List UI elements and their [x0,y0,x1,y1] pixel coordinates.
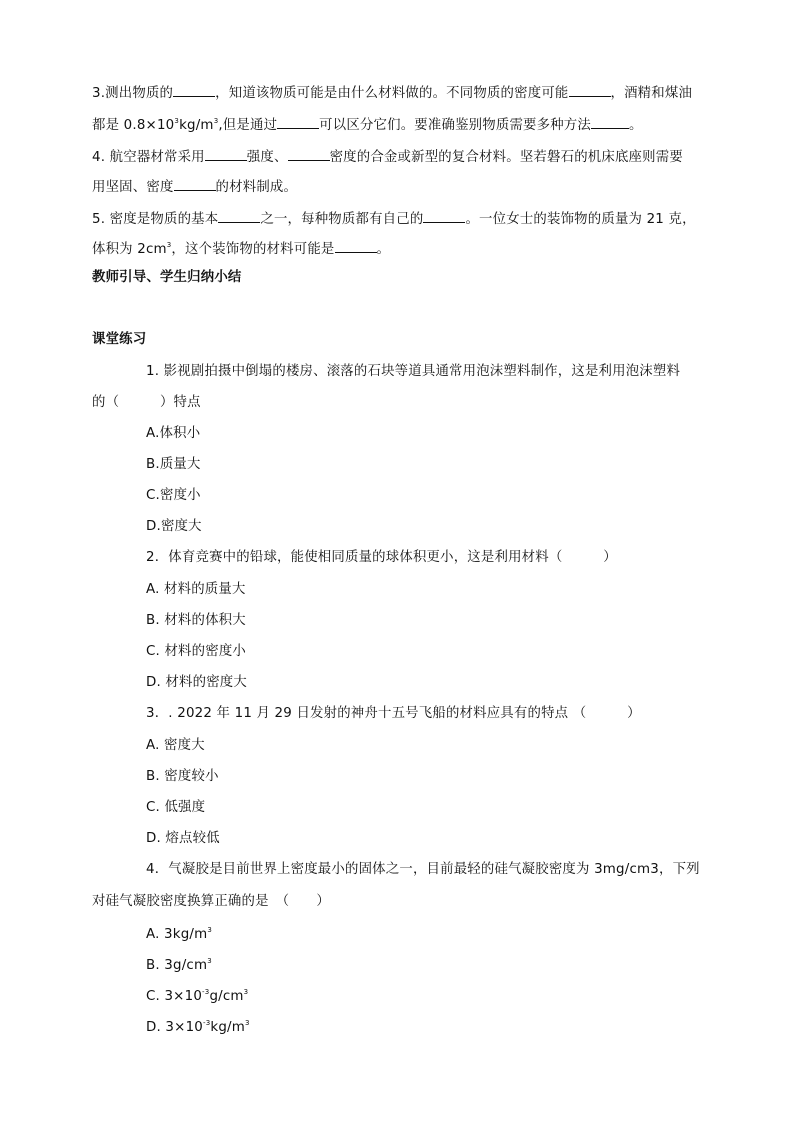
p4-stem-line-1: 4．气凝胶是目前世界上密度最小的固体之一，目前最轻的硅气凝胶密度为 3mg/cm3，下列 [146,862,700,877]
q3-blank-3[interactable] [277,114,319,129]
q3-blank-2[interactable] [569,82,611,97]
q3-sup-exponent: 3 [174,117,180,125]
p4-option-d[interactable] [146,1018,250,1038]
p4-option-a-sup: 3 [207,926,213,934]
q3-text-e: ,但是通过 [218,118,278,133]
p3-option-a[interactable]: A. 密度大 [146,738,205,753]
p4-option-d-sup-exp: -3 [203,1019,211,1027]
q5-sup-unit: 3 [166,241,172,249]
q4-text-a: 4. 航空器材常采用 [92,150,205,165]
summary-heading: 教师引导、学生归纳小结 [92,270,242,285]
p4-option-a-text: A. 3kg/m [146,927,208,942]
q5-text-b: 之一，每种物质都有自己的 [260,212,424,227]
p2-option-c[interactable]: C. 材料的密度小 [146,644,247,659]
q4-blank-3[interactable] [174,176,216,191]
p3-option-b[interactable]: B. 密度较小 [146,769,219,784]
p3-stem: 3．. 2022 年 11 月 29 日发射的神舟十五号飞船的材料应具有的特点 （ ） [146,706,641,721]
p4-stem-line-2: 对硅气凝胶密度换算正确的是 （ ） [92,894,330,909]
p4-option-c[interactable] [146,987,248,1007]
q5-text-d: 体积为 2cm [92,242,167,257]
p4-option-d-text-b: kg/m [210,1020,246,1035]
practice-heading: 课堂练习 [92,332,147,347]
q4-text-c: 密度的合金或新型的复合材料。坚若磐石的机床底座则需要 [329,150,683,165]
q4-line-1 [92,146,683,168]
p1-option-a[interactable]: A.体积小 [146,426,201,441]
q5-text-f: 。 [376,242,391,257]
p1-option-b[interactable]: B.质量大 [146,457,201,472]
p4-option-b-sup: 3 [207,957,212,965]
p2-option-b[interactable]: B. 材料的体积大 [146,613,246,628]
q3-blank-1[interactable] [173,82,215,97]
q4-text-e: 的材料制成。 [215,180,298,195]
p4-option-d-text-a: D. 3×10 [146,1020,204,1035]
q3-line-2 [92,114,643,136]
p2-option-d[interactable]: D. 材料的密度大 [146,675,247,690]
q3-text-b: ，知道该物质可能是由什么材料做的。不同物质的密度可能 [215,86,569,101]
q4-text-d: 用坚固、密度 [92,180,174,195]
p1-option-d[interactable]: D.密度大 [146,519,202,534]
q3-text-unit: kg/m [179,118,214,133]
q3-text-c: ，酒精和煤油 [610,86,693,101]
q4-blank-2[interactable] [288,146,330,161]
q5-text-e: ，这个装饰物的材料可能是 [171,242,335,257]
q5-text-c: 。一位女士的装饰物的质量为 21 克， [465,212,696,227]
p3-option-d[interactable]: D. 熔点较低 [146,831,220,846]
p4-option-d-sup-unit: 3 [245,1019,250,1027]
q3-sup-unit: 3 [213,117,219,125]
q3-blank-4[interactable] [591,114,629,129]
q3-text-f: 可以区分它们。要准确鉴别物质需要多种方法 [319,118,591,133]
p1-stem-line-2: 的（ ）特点 [92,395,201,410]
p4-option-c-text-a: C. 3×10 [146,989,203,1004]
q5-blank-1[interactable] [218,208,260,223]
p1-stem-line-1: 1. 影视剧拍摄中倒塌的楼房、滚落的石块等道具通常用泡沫塑料制作，这是利用泡沫塑料 [146,364,681,379]
q4-text-b: 强度、 [246,150,288,165]
q3-text-d: 都是 0.8×10 [92,118,175,133]
q4-line-2 [92,176,297,198]
p4-option-c-sup-exp: -3 [202,988,210,996]
p4-option-c-text-b: g/cm [209,989,244,1004]
q5-text-a: 5. 密度是物质的基本 [92,212,219,227]
p3-option-c[interactable]: C. 低强度 [146,800,206,815]
q5-blank-3[interactable] [335,238,377,253]
p4-option-b-text: B. 3g/cm [146,958,208,973]
q3-text-g: 。 [628,118,643,133]
q3-line-1 [92,82,692,104]
q4-blank-1[interactable] [205,146,247,161]
p2-option-a[interactable]: A. 材料的质量大 [146,582,246,597]
q5-blank-2[interactable] [423,208,465,223]
p4-option-b[interactable] [146,956,212,976]
q5-line-1 [92,208,696,230]
q5-line-2 [92,238,390,260]
p2-stem: 2．体育竞赛中的铅球，能使相同质量的球体积更小，这是利用材料（ ） [146,550,617,565]
p4-option-c-sup-unit: 3 [243,988,249,996]
p4-option-a[interactable] [146,925,212,945]
p1-option-c[interactable]: C.密度小 [146,488,201,503]
q3-text-a: 3.测出物质的 [92,86,174,101]
